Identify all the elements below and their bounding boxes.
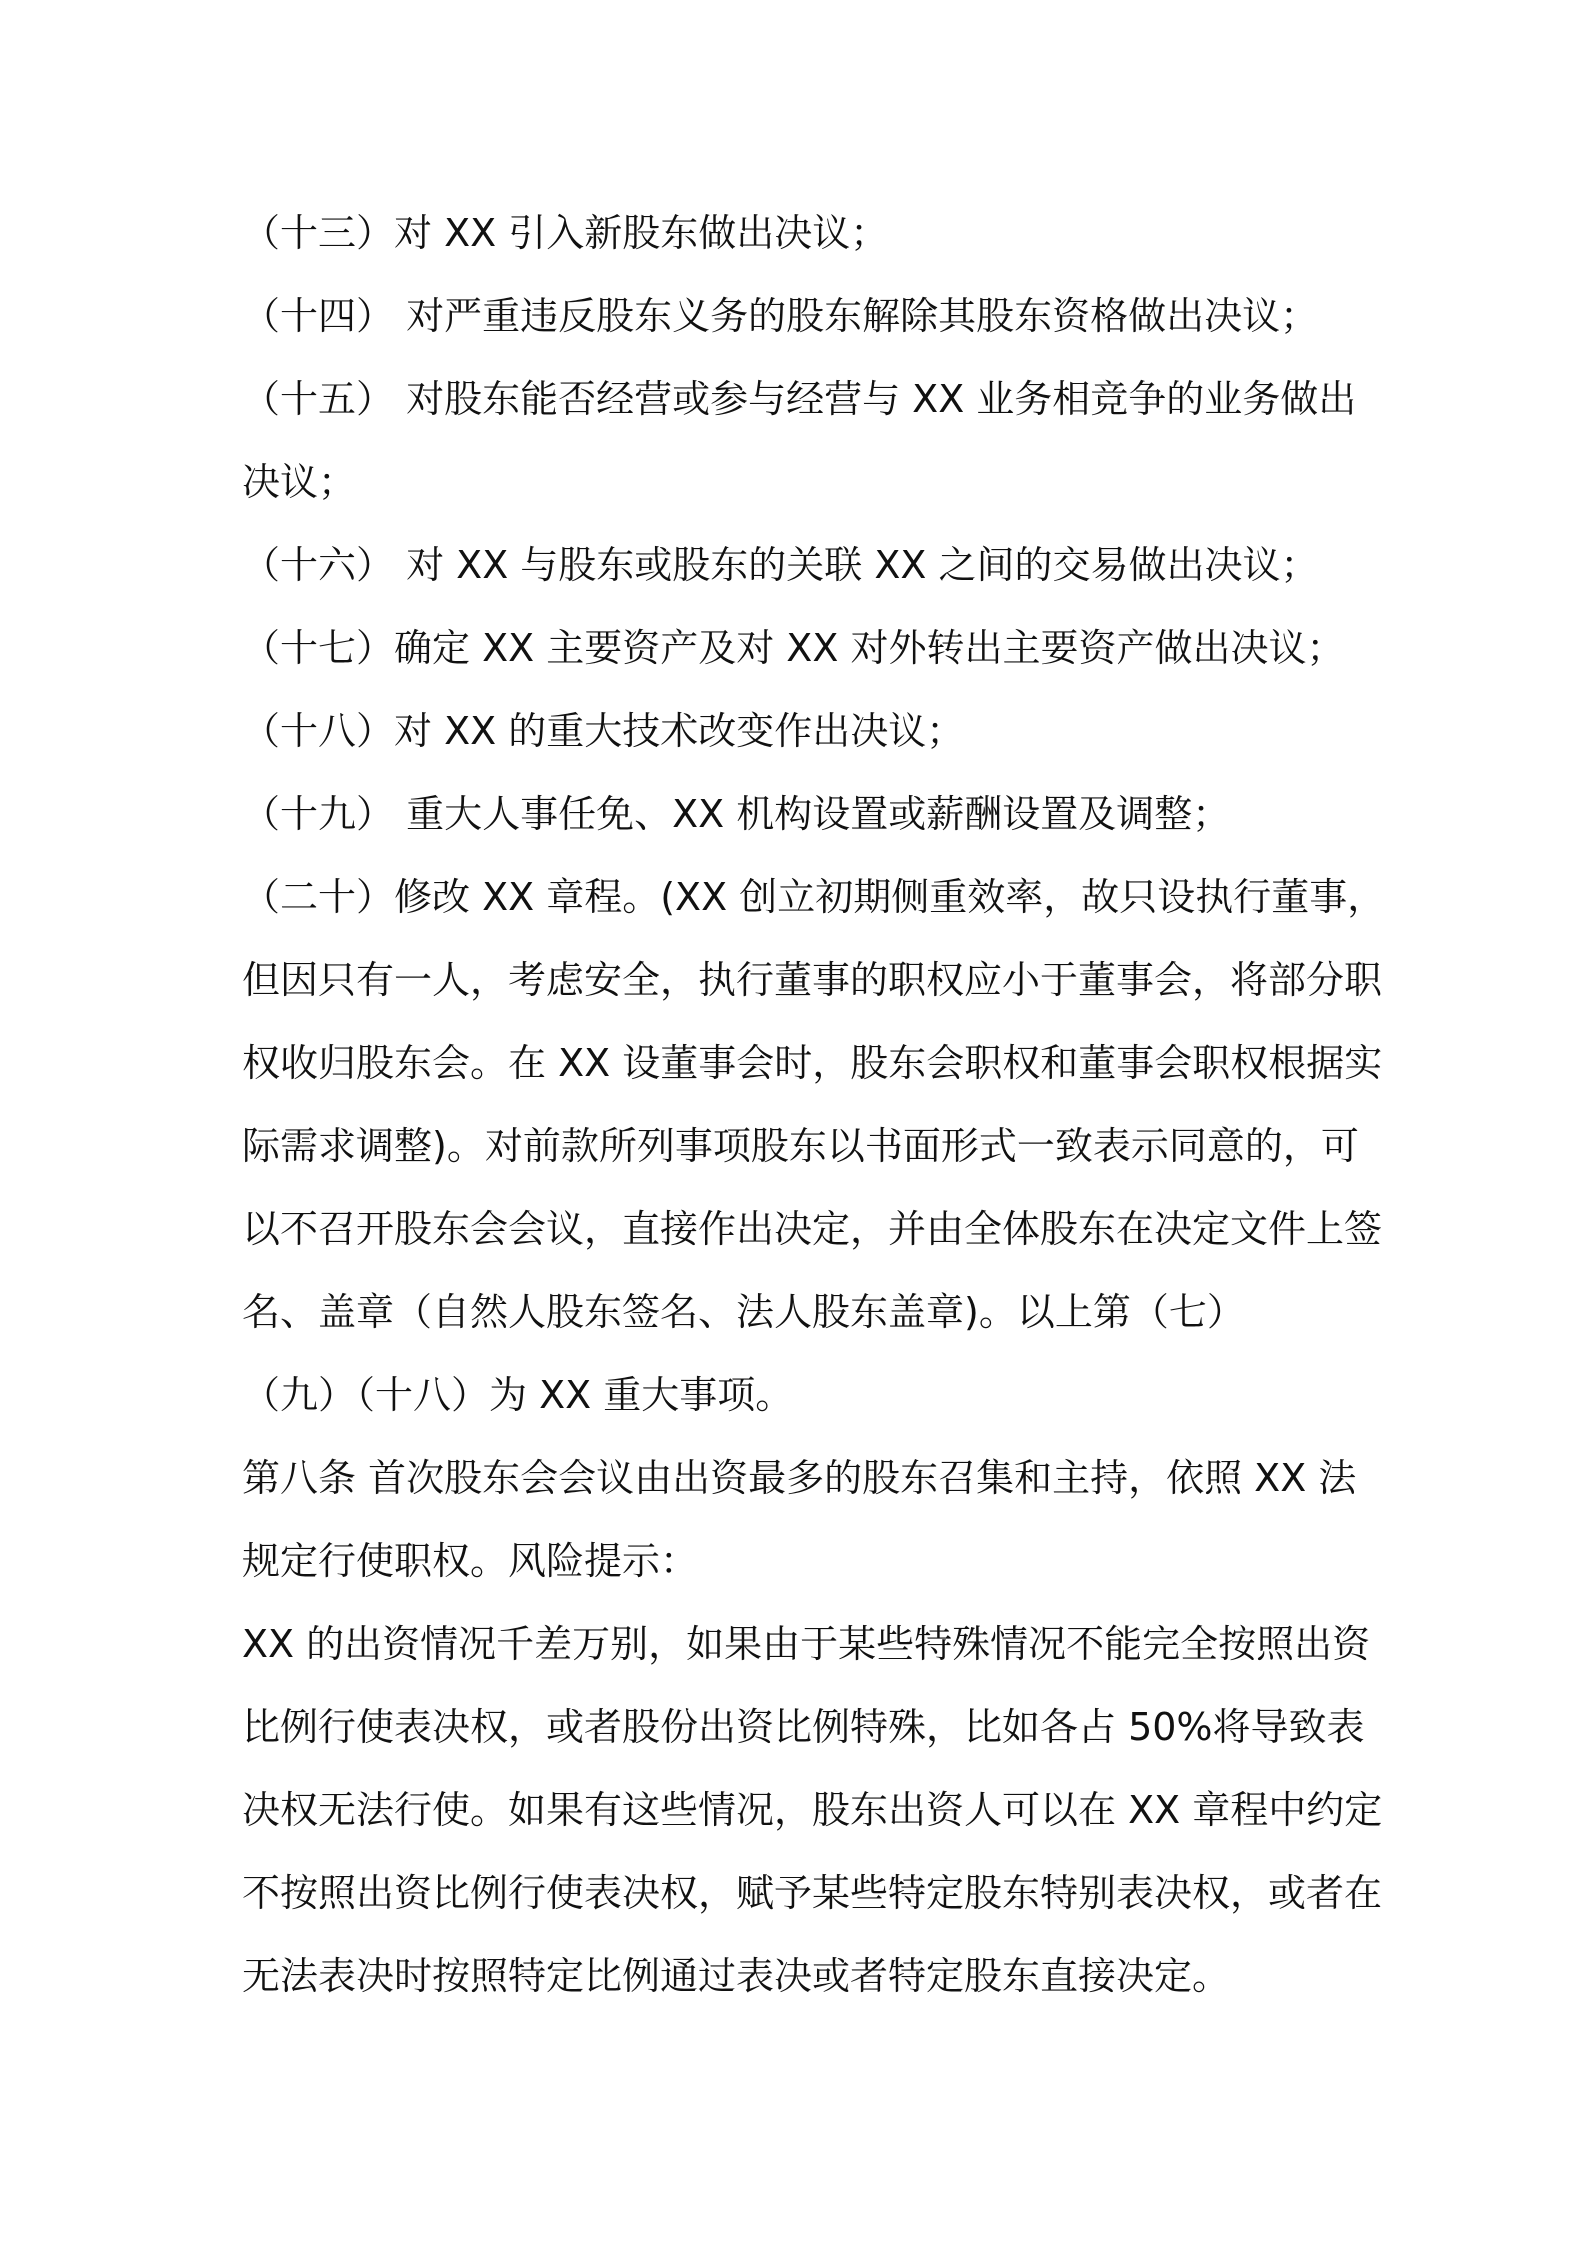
risk-note-line-3: 决权无法行使。如果有这些情况，股东出资人可以在 XX 章程中约定 <box>242 1788 1383 1832</box>
clause-15-line: （十五） 对股东能否经营或参与经营与 XX 业务相竞争的业务做出 <box>242 377 1357 421</box>
clause-17-line: （十七）确定 XX 主要资产及对 XX 对外转出主要资产做出决议； <box>242 626 1345 670</box>
major-matters-line: （九）（十八）为 XX 重大事项。 <box>242 1373 794 1417</box>
risk-note-line-2: 比例行使表决权，或者股份出资比例特殊，比如各占 50%将导致表 <box>242 1705 1365 1749</box>
clause-20-line: （二十）修改 XX 章程。(XX 创立初期侧重效率，故只设执行董事， <box>242 875 1386 919</box>
risk-note-line-4: 不按照出资比例行使表决权，赋予某些特定股东特别表决权，或者在 <box>242 1871 1383 1915</box>
clause-20-continuation-5: 名、盖章（自然人股东签名、法人股东盖章)。以上第（七） <box>242 1290 1245 1334</box>
clause-14-line: （十四） 对严重违反股东义务的股东解除其股东资格做出决议； <box>242 294 1319 338</box>
clause-20-continuation-2: 权收归股东会。在 XX 设董事会时，股东会职权和董事会职权根据实 <box>242 1041 1383 1085</box>
clause-20-continuation-4: 以不召开股东会会议，直接作出决定，并由全体股东在决定文件上签 <box>242 1207 1383 1251</box>
risk-note-line-5: 无法表决时按照特定比例通过表决或者特定股东直接决定。 <box>242 1954 1231 1998</box>
clause-18-line: （十八）对 XX 的重大技术改变作出决议； <box>242 709 965 753</box>
clause-20-continuation-3: 际需求调整)。对前款所列事项股东以书面形式一致表示同意的，可 <box>242 1124 1359 1168</box>
clause-20-continuation-1: 但因只有一人，考虑安全，执行董事的职权应小于董事会，将部分职 <box>242 958 1383 1002</box>
article-8-line: 第八条 首次股东会会议由出资最多的股东召集和主持，依照 XX 法 <box>242 1456 1357 1500</box>
clause-13-line: （十三）对 XX 引入新股东做出决议； <box>242 211 889 255</box>
clause-19-line: （十九） 重大人事任免、XX 机构设置或薪酬设置及调整； <box>242 792 1231 836</box>
article-8-continuation: 规定行使职权。风险提示： <box>242 1539 699 1583</box>
clause-15-continuation: 决议； <box>242 460 357 504</box>
document-body <box>242 192 1386 2018</box>
clause-16-line: （十六） 对 XX 与股东或股东的关联 XX 之间的交易做出决议； <box>242 543 1319 587</box>
risk-note-line-1: XX 的出资情况千差万别，如果由于某些特殊情况不能完全按照出资 <box>242 1622 1371 1666</box>
